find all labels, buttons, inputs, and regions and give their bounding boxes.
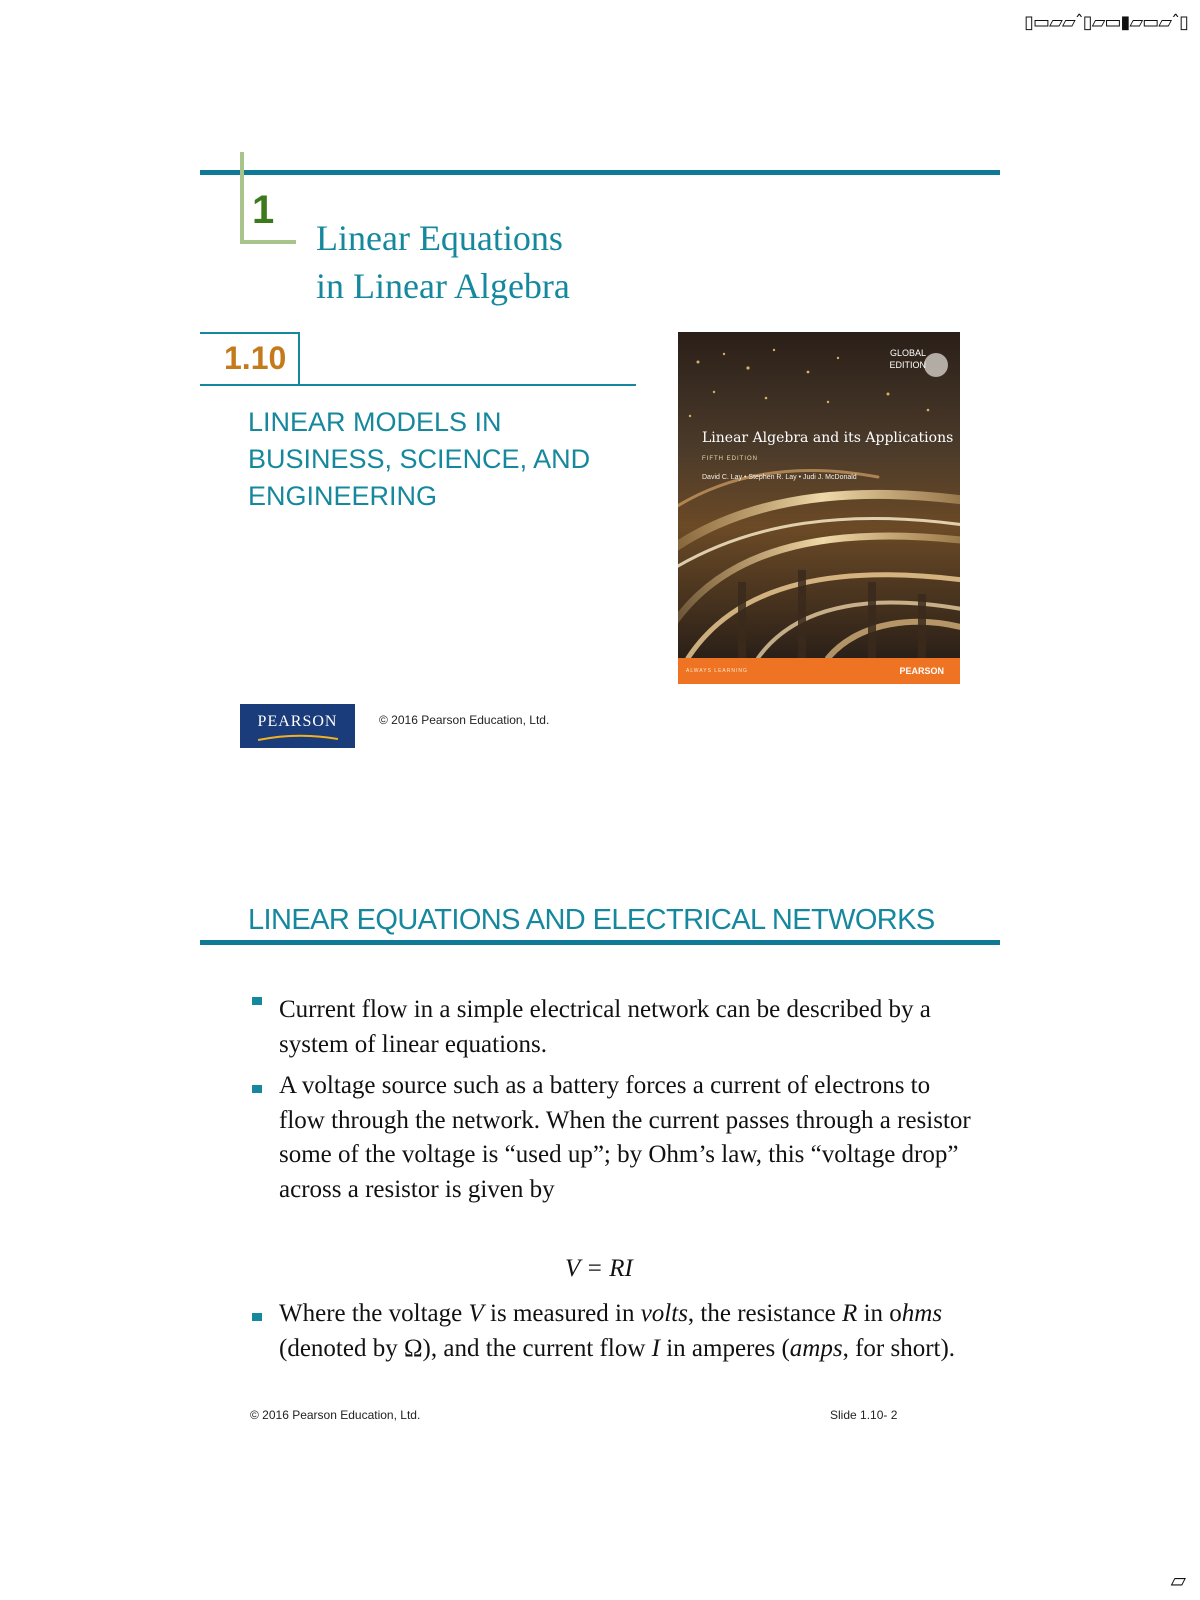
pearson-logo [240,704,355,748]
section-title-line1: LINEAR MODELS IN [248,407,502,437]
chapter-number: 1 [252,188,275,232]
book-cover-footer [678,658,960,684]
chapter-title-line2: in Linear Algebra [316,266,570,306]
bullet-text-2: A voltage source such as a battery forces a current of electrons to flow through the network. When the current passes through a resistor some of the voltage is “used up”; by Ohm’s law, this “voltage drop” across a resistor is given by [279,1072,971,1203]
pearson-logo-text: PEARSON [257,713,338,730]
slide1-top-rule [200,170,1000,175]
slide2-title: LINEAR EQUATIONS AND ELECTRICAL NETWORKS [248,904,935,936]
book-cover-image [678,332,960,684]
bullet-text-1: Current flow in a simple electrical network can be described by a system of linear equations. [279,996,931,1058]
ohms-law-equation: V = RI [565,1255,633,1282]
book-cover-edition: FIFTH EDITION [702,456,758,462]
book-badge-line2: EDITION [889,360,926,370]
book-cover-badge [868,346,952,384]
section-number: 1.10 [224,340,287,376]
slide-number: Slide 1.10- 2 [830,1408,898,1422]
header-glyphs: ▯▭▱▱ˆ▯▱▭▮▱▭▱ˆ▯ [1024,12,1188,33]
chapter-title-line1: Linear Equations [316,218,563,258]
book-footer-right: PEARSON [899,666,944,676]
chapter-bracket-vertical [240,152,244,244]
chapter-bracket-horizontal [240,240,296,244]
book-cover-authors: David C. Lay • Stephen R. Lay • Judi J. McDonald [702,474,857,481]
chapter-title [316,214,570,310]
slide2-copyright: © 2016 Pearson Education, Ltd. [250,1408,421,1422]
section-title-line2: BUSINESS, SCIENCE, AND [248,444,591,474]
footer-glyph: ▱ [1170,1568,1186,1592]
slide2-title-rule [200,940,1000,945]
bullet-marker [252,997,262,1005]
slide1-copyright: © 2016 Pearson Education, Ltd. [379,713,550,727]
section-title-line3: ENGINEERING [248,481,438,511]
book-badge-line1: GLOBAL [889,348,926,358]
book-cover-title: Linear Algebra and its Applications [702,430,954,446]
section-rule [200,384,636,386]
book-footer-left: ALWAYS LEARNING [686,668,748,674]
bullet-text-3: Where the voltage V is measured in volts, the resistance R in ohms (denoted by Ω), and the current flow I in amperes (amps, for short). [279,1300,956,1362]
section-title [248,404,590,515]
bullet-marker [252,1313,262,1321]
pearson-swoosh-icon [258,734,338,742]
bullet-marker [252,1085,262,1093]
